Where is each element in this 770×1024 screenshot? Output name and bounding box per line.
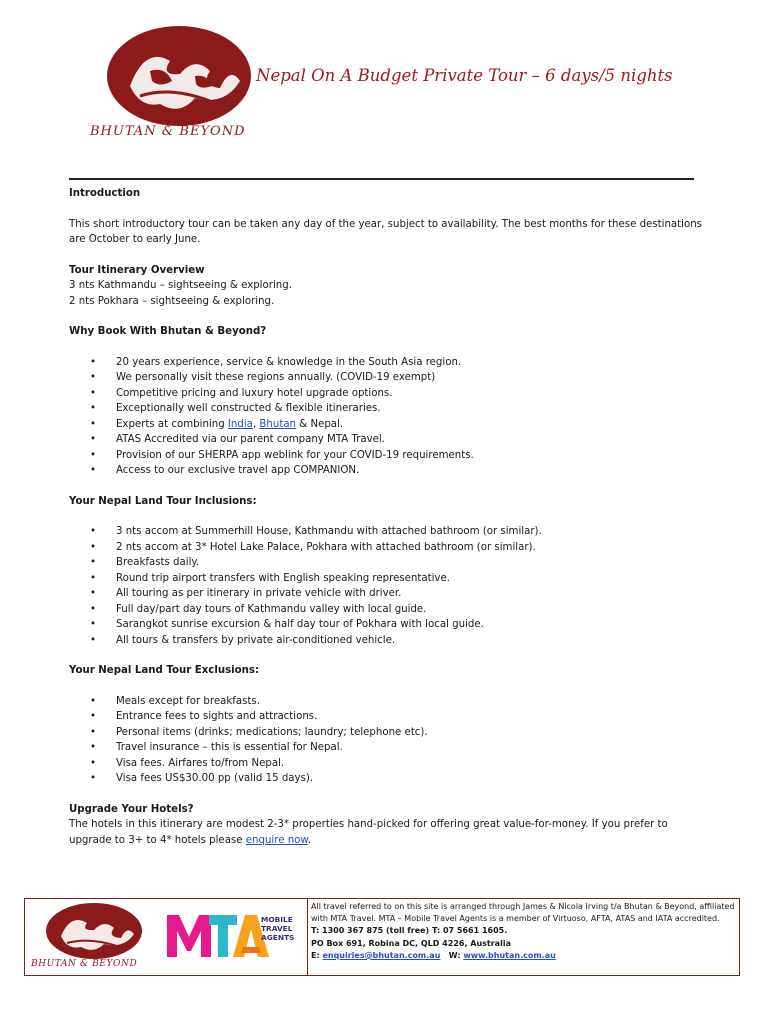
list-item: • 3 nts accom at Summerhill House, Kathmandu with attached bathroom (or similar). [69, 524, 709, 540]
footer-address: PO Box 691, Robina DC, QLD 4226, Australia [311, 938, 511, 948]
list-item: • Sarangkot sunrise excursion & half day tour of Pokhara with local guide. [69, 617, 709, 633]
list-item: • Entrance fees to sights and attractions. [69, 709, 709, 725]
bhutan-link[interactable]: Bhutan [259, 418, 297, 430]
exclusions-heading: Your Nepal Land Tour Exclusions: [69, 665, 260, 676]
overview-line: 2 nts Pokhara – sightseeing & exploring. [69, 295, 275, 307]
list-item: • 2 nts accom at 3* Hotel Lake Palace, Pokhara with attached bathroom (or similar). [69, 540, 709, 556]
email-link[interactable]: enquiries@bhutan.com.au [322, 950, 441, 960]
page-title: Nepal On A Budget Private Tour – 6 days/5 nights [256, 66, 673, 85]
why-list [69, 355, 709, 479]
dragon-logo-icon [39, 901, 149, 963]
list-item: • All touring as per itinerary in private vehicle with driver. [69, 586, 709, 602]
overview-line: 3 nts Kathmandu – sightseeing & exploring. [69, 280, 292, 291]
upgrade-body: The hotels in this itinerary are modest 2-3* properties hand-picked for offering great value-for-money. If you prefer to upgrade to 3+ to 4* hotels please [69, 819, 668, 846]
upgrade-text [69, 817, 709, 848]
logo-text: BHUTAN & BEYOND [90, 124, 246, 139]
list-item: • Visa fees. Airfares to/from Nepal. [69, 756, 709, 772]
footer-contact: E: enquiries@bhutan.com.au W: www.bhutan.com.au [311, 950, 556, 960]
experts-suffix: & Nepal. [296, 418, 344, 430]
list-item: • Competitive pricing and luxury hotel upgrade options. [69, 386, 709, 402]
upgrade-heading: Upgrade Your Hotels? [69, 803, 194, 815]
india-link[interactable]: India [227, 418, 253, 430]
intro-heading: Introduction [69, 188, 141, 199]
enquire-now-link[interactable]: enquire now [245, 834, 308, 846]
list-item: • Personal items (drinks; medications; laundry; telephone etc). [69, 725, 709, 741]
experts-prefix: Experts at combining [116, 418, 228, 430]
inclusions-heading: Your Nepal Land Tour Inclusions: [69, 495, 257, 507]
list-item-experts [69, 417, 709, 433]
list-item: • Exceptionally well constructed & flexible itineraries. [69, 401, 709, 417]
list-item: • Full day/part day tours of Kathmandu valley with local guide. [69, 602, 709, 618]
upgrade-suffix: . [307, 834, 312, 846]
list-item: • 20 years experience, service & knowledge in the South Asia region. [69, 355, 709, 371]
footer-logo-text: BHUTAN & BEYOND [31, 959, 138, 969]
list-item: • We personally visit these regions annually. (COVID-19 exempt) [69, 370, 709, 386]
list-item: • Visa fees US$30.00 pp (valid 15 days). [69, 771, 709, 787]
title-rule [69, 178, 694, 180]
intro-text: This short introductory tour can be taken any day of the year, subject to availability. The best months for these destinations are October to early June. [69, 218, 702, 245]
list-item: • Access to our exclusive travel app COMPANION. [69, 463, 709, 479]
exclusions-list [69, 694, 709, 787]
list-item: • Breakfasts daily. [69, 555, 709, 571]
list-item: • ATAS Accredited via our parent company MTA Travel. [69, 432, 709, 448]
footer-disclaimer: All travel referred to on this site is arranged through James & Nicola Irving t/a Bhutan & Beyond, affiliated with MTA Travel. MTA – Mobile Travel Agents is a member of Virtuoso, AFTA, ATAS and IATA accredited. [311, 902, 735, 924]
website-link[interactable]: www.bhutan.com.au [463, 950, 556, 960]
experts-sep: , [252, 418, 260, 430]
overview-heading: Tour Itinerary Overview [69, 264, 205, 276]
document-body [69, 186, 709, 848]
footer-divider [307, 899, 308, 975]
inclusions-list [69, 524, 709, 648]
mta-wordmark: MOBILE TRAVEL AGENTS [261, 915, 295, 942]
list-item: • All tours & transfers by private air-conditioned vehicle. [69, 633, 709, 649]
footer-box [24, 898, 740, 976]
list-item: • Round trip airport transfers with English speaking representative. [69, 571, 709, 587]
list-item: • Provision of our SHERPA app weblink for your COVID-19 requirements. [69, 448, 709, 464]
why-heading: Why Book With Bhutan & Beyond? [69, 326, 267, 337]
footer-phone: T: 1300 367 875 (toll free) T: 07 5661 1605. [311, 926, 508, 936]
list-item: • Travel insurance – this is essential for Nepal. [69, 740, 709, 756]
footer-info [311, 901, 735, 962]
list-item: • Meals except for breakfasts. [69, 694, 709, 710]
